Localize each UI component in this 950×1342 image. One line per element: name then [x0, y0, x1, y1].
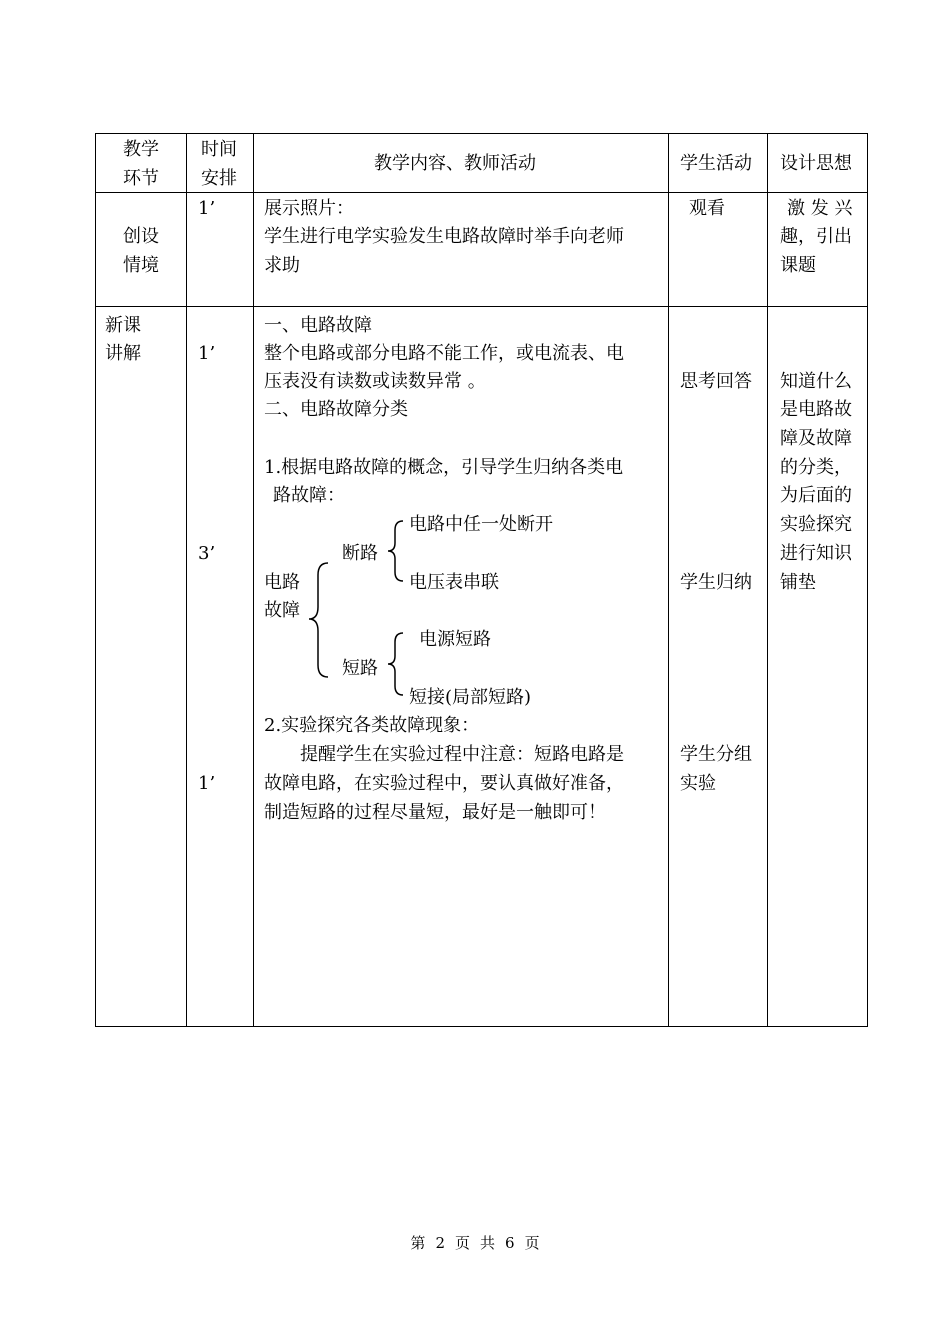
table-border-left	[95, 133, 96, 1027]
student-summarize: 学生归纳	[680, 572, 752, 593]
definition-line2: 压表没有读数或读数异常 。	[264, 371, 486, 392]
row2-section-line1: 新课	[105, 315, 141, 336]
footer-word-ye2: 页	[524, 1234, 540, 1252]
header-time-line2: 安排	[201, 168, 237, 189]
footer-page-current: 2	[435, 1234, 445, 1252]
tree-branch-short-brace	[385, 631, 405, 697]
definition-line1: 整个电路或部分电路不能工作，或电流表、电	[264, 343, 624, 364]
row2-time-1: 1’	[198, 343, 216, 364]
row1-student: 观看	[689, 198, 725, 219]
tree-open-item1: 电路中任一处断开	[409, 514, 553, 535]
table-border-right	[867, 133, 868, 1027]
tree-branch-open-brace	[385, 519, 405, 583]
page-footer	[0, 1232, 950, 1253]
item1-line2: 路故障：	[273, 485, 345, 506]
design-line6: 实验探究	[780, 514, 852, 535]
header-student: 学生活动	[680, 153, 752, 174]
table-border-bottom	[95, 1026, 868, 1027]
table-border-top	[95, 133, 868, 134]
student-think-answer: 思考回答	[680, 371, 752, 392]
row2-time-3: 1’	[198, 773, 216, 794]
header-time-line1: 时间	[201, 139, 237, 160]
footer-page-total: 6	[505, 1234, 515, 1252]
note-line3: 制造短路的过程尽量短，最好是一触即可！	[264, 802, 606, 823]
design-line7: 进行知识	[780, 543, 852, 564]
tree-open-item2: 电压表串联	[409, 572, 499, 593]
row1-design-line3: 课题	[780, 255, 816, 276]
heading-circuit-fault: 一、电路故障	[264, 315, 372, 336]
header-design: 设计思想	[780, 153, 852, 174]
row1-content-line3: 求助	[264, 255, 300, 276]
header-content: 教学内容、教师活动	[374, 153, 536, 174]
row1-time: 1’	[198, 198, 216, 219]
student-group-line2: 实验	[680, 773, 716, 794]
tree-root-brace	[306, 561, 330, 679]
footer-word-di: 第	[410, 1234, 426, 1252]
item2-heading: 2.实验探究各类故障现象：	[264, 715, 480, 736]
row1-content-line1: 展示照片：	[264, 198, 354, 219]
row2-section-line2: 讲解	[105, 343, 141, 364]
design-line4: 的分类，	[780, 457, 852, 478]
heading-fault-types: 二、电路故障分类	[264, 399, 408, 420]
header-section-line1: 教学	[123, 139, 159, 160]
design-line1: 知道什么	[780, 371, 852, 392]
row1-section-line1: 创设	[123, 226, 159, 247]
table-col-divider-1	[186, 133, 187, 1027]
tree-branch-open: 断路	[342, 543, 378, 564]
row1-content-line2: 学生进行电学实验发生电路故障时举手向老师	[264, 226, 624, 247]
table-border-row1	[95, 306, 868, 307]
design-line3: 障及故障	[780, 428, 852, 449]
tree-root-line2: 故障	[264, 600, 300, 621]
row1-design-line1: 激 发 兴	[787, 198, 853, 219]
row1-section-line2: 情境	[123, 255, 159, 276]
tree-short-item1: 电源短路	[419, 629, 491, 650]
tree-root-line1: 电路	[264, 572, 300, 593]
table-col-divider-4	[767, 133, 768, 1027]
footer-word-gong: 共	[480, 1234, 496, 1252]
note-line2: 故障电路，在实验过程中，要认真做好准备，	[264, 773, 624, 794]
header-section-line2: 环节	[123, 168, 159, 189]
footer-word-ye: 页	[454, 1234, 470, 1252]
row1-design-line2: 趣，引出	[780, 226, 852, 247]
design-line2: 是电路故	[780, 399, 852, 420]
table-col-divider-3	[668, 133, 669, 1027]
design-line5: 为后面的	[780, 485, 852, 506]
item1-line1: 1.根据电路故障的概念，引导学生归纳各类电	[264, 457, 624, 478]
table-col-divider-2	[253, 133, 254, 1027]
tree-short-item2: 短接(局部短路)	[409, 687, 532, 708]
row2-time-2: 3’	[198, 543, 216, 564]
tree-branch-short: 短路	[342, 658, 378, 679]
design-line8: 铺垫	[780, 572, 816, 593]
note-line1: 提醒学生在实验过程中注意：短路电路是	[300, 744, 624, 765]
student-group-line1: 学生分组	[680, 744, 752, 765]
